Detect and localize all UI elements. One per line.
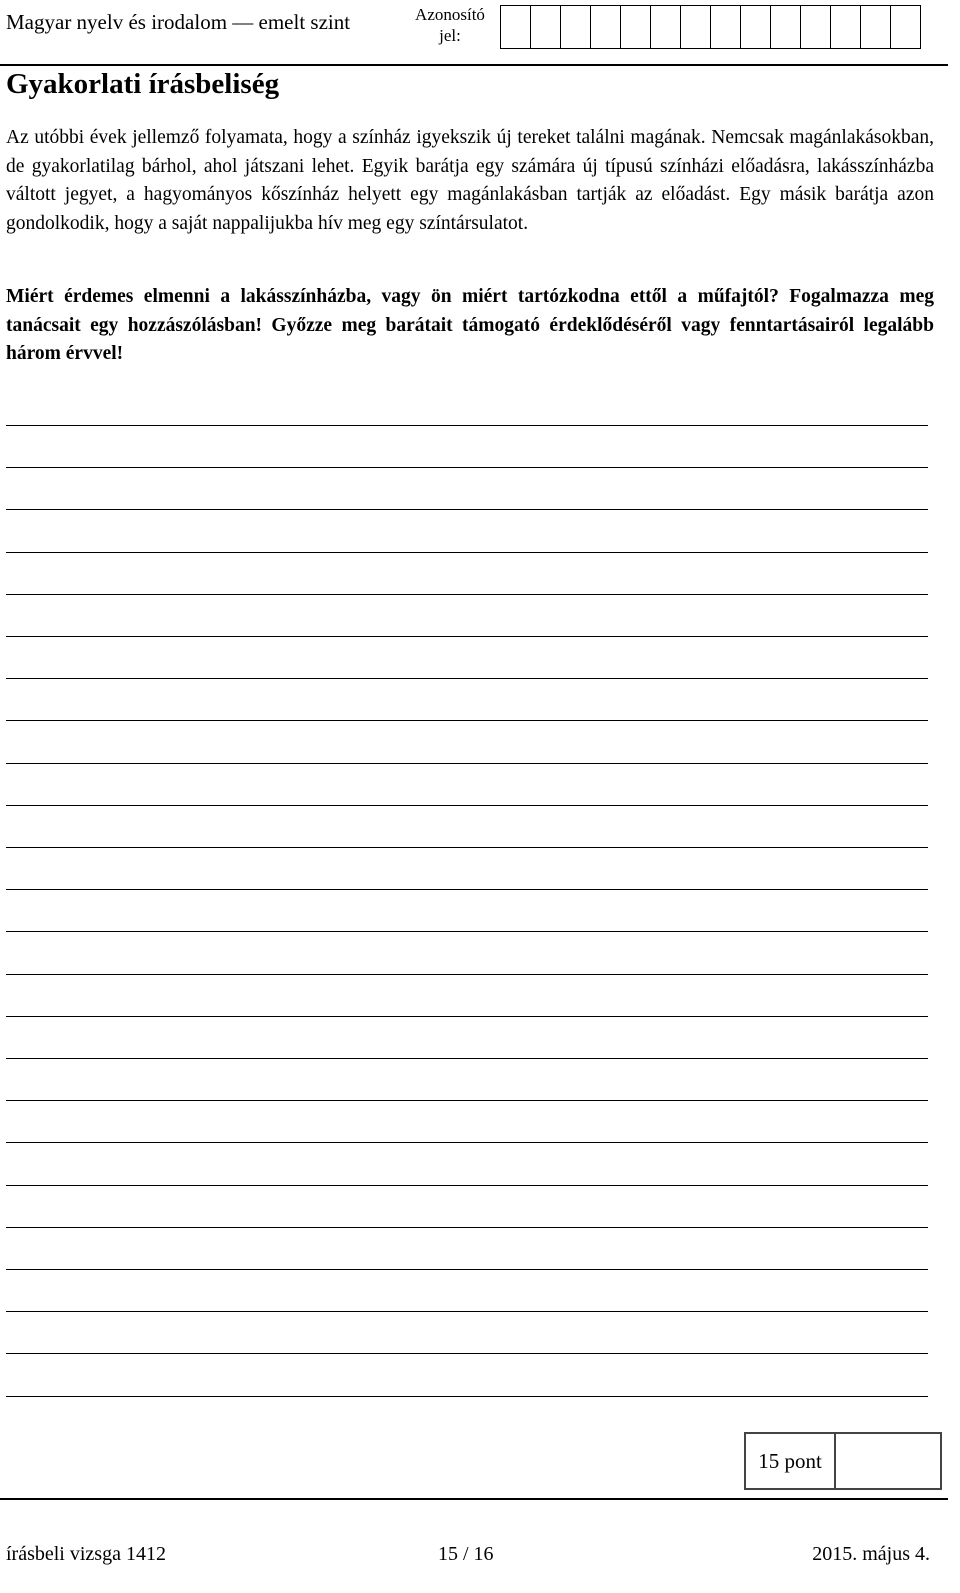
writing-line[interactable] <box>6 1227 928 1228</box>
exam-subject-title: Magyar nyelv és irodalom — emelt szint <box>6 10 351 34</box>
id-box[interactable] <box>861 5 891 49</box>
writing-line[interactable] <box>6 467 928 468</box>
writing-line[interactable] <box>6 594 928 595</box>
id-box[interactable] <box>891 5 921 49</box>
footer-exam-code: írásbeli vizsga 1412 <box>6 1543 166 1565</box>
id-box[interactable] <box>651 5 681 49</box>
writing-line[interactable] <box>6 1396 928 1397</box>
writing-line[interactable] <box>6 509 928 510</box>
writing-line[interactable] <box>6 889 928 890</box>
task-instructions: Miért érdemes elmenni a lakásszínházba, vagy ön miért tartózkodna ettől a műfajtól? Fogalmazza meg tanácsait egy hozzászólásban! Győzze meg barátait támogató érdeklődéséről vagy fenntartásairól legalább három érvvel! <box>6 286 934 365</box>
id-box[interactable] <box>831 5 861 49</box>
id-box[interactable] <box>621 5 651 49</box>
writing-line[interactable] <box>6 805 928 806</box>
writing-line[interactable] <box>6 636 928 637</box>
id-box[interactable] <box>531 5 561 49</box>
writing-line[interactable] <box>6 1185 928 1186</box>
id-box[interactable] <box>681 5 711 49</box>
id-box[interactable] <box>741 5 771 49</box>
section-title: Gyakorlati írásbeliség <box>6 68 280 100</box>
writing-line[interactable] <box>6 720 928 721</box>
writing-line[interactable] <box>6 974 928 975</box>
footer-page-number: 15 / 16 <box>438 1543 494 1565</box>
writing-line[interactable] <box>6 1100 928 1101</box>
id-label-line2: jel: <box>439 26 461 45</box>
writing-line[interactable] <box>6 1269 928 1270</box>
id-box[interactable] <box>711 5 741 49</box>
page-header <box>0 0 948 66</box>
id-code-boxes <box>500 5 921 49</box>
writing-line[interactable] <box>6 1016 928 1017</box>
footer-date: 2015. május 4. <box>812 1543 930 1565</box>
writing-line[interactable] <box>6 847 928 848</box>
writing-line[interactable] <box>6 678 928 679</box>
id-label <box>410 4 490 46</box>
writing-line[interactable] <box>6 763 928 764</box>
writing-line[interactable] <box>6 1311 928 1312</box>
writing-line[interactable] <box>6 1353 928 1354</box>
prompt-paragraph: Az utóbbi évek jellemző folyamata, hogy a színház igyekszik új tereket találni magának. Nemcsak magánlakásokban, de gyakorlatilag bárhol, ahol játszani lehet. Egyik barátja egy számára új típusú színházi előadásra, lakásszínházba váltott jegyet, a hagyományos kőszínház helyett egy magánlakásban tartják az előadást. Egy másik barátja azon gondolkodik, hogy a saját nappalijukba hív meg egy színtársulatot. <box>6 127 934 234</box>
score-entry-field[interactable] <box>836 1434 940 1488</box>
writing-line[interactable] <box>6 552 928 553</box>
id-box[interactable] <box>501 5 531 49</box>
writing-line[interactable] <box>6 1142 928 1143</box>
id-box[interactable] <box>561 5 591 49</box>
writing-line[interactable] <box>6 425 928 426</box>
id-box[interactable] <box>771 5 801 49</box>
writing-line[interactable] <box>6 931 928 932</box>
id-box[interactable] <box>591 5 621 49</box>
id-box[interactable] <box>801 5 831 49</box>
score-box <box>744 1432 942 1490</box>
score-label: 15 pont <box>746 1434 836 1488</box>
id-label-line1: Azonosító <box>415 5 485 24</box>
writing-line[interactable] <box>6 1058 928 1059</box>
footer-divider <box>0 1498 948 1500</box>
